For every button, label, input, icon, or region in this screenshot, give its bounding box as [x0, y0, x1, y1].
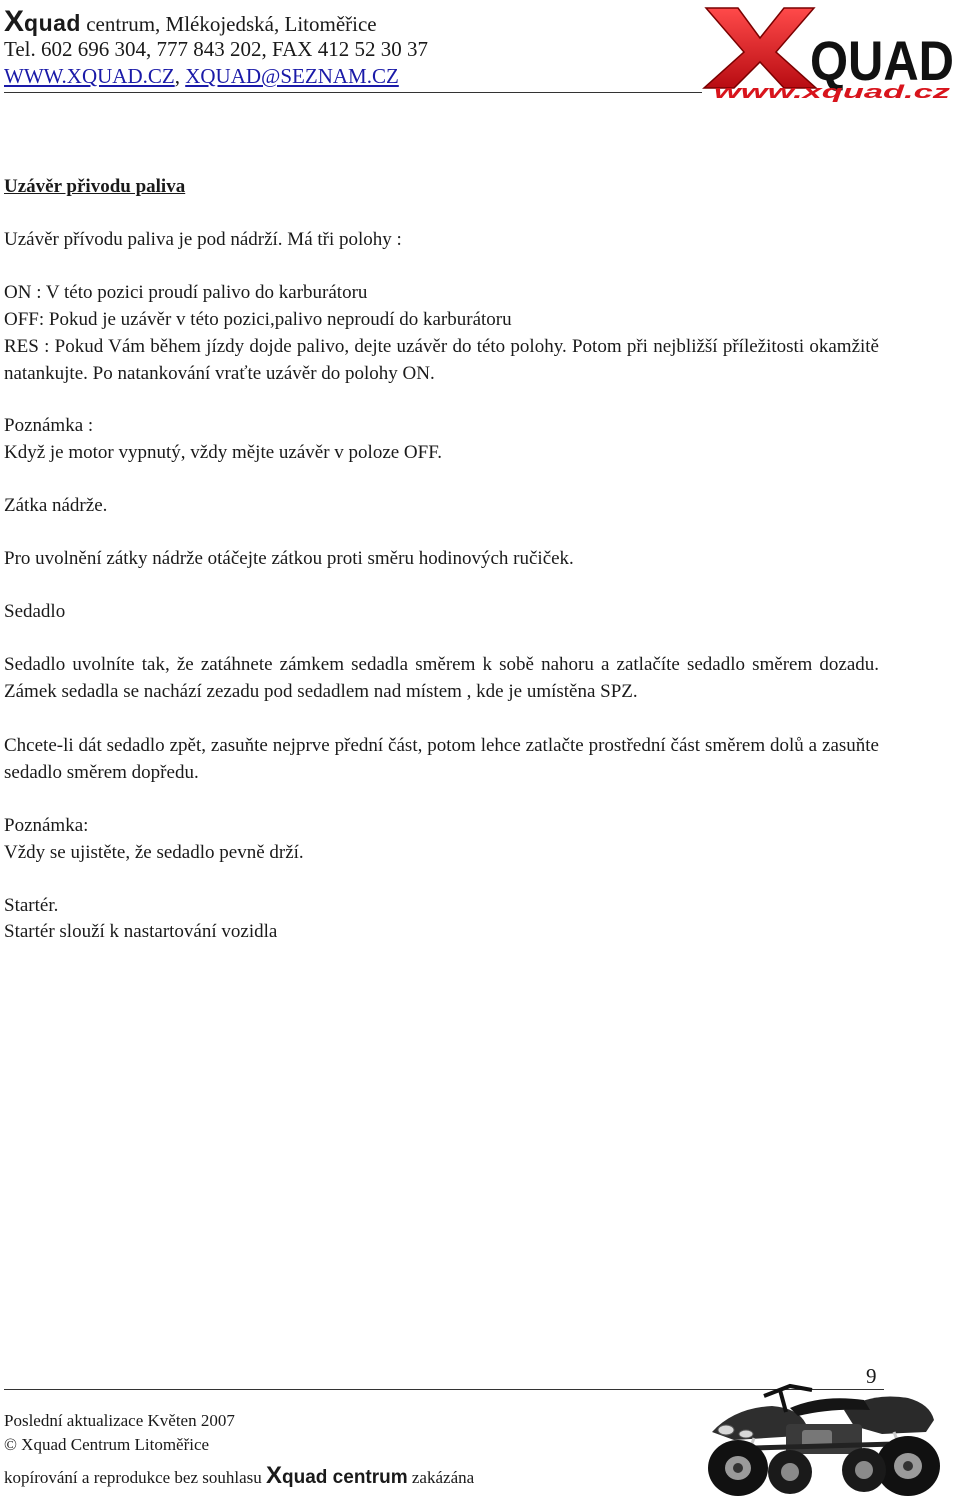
note-text: Když je motor vypnutý, vždy mějte uzávěr v poloze OFF.: [4, 442, 443, 463]
header-brand-x: X: [4, 5, 25, 38]
header-links-line: [4, 63, 399, 90]
starter-title: Startér.: [4, 895, 59, 916]
header-phones: Tel. 602 696 304, 777 843 202, FAX 412 52 30 37: [4, 37, 428, 61]
copyright-icon: ©: [4, 1435, 17, 1454]
copy-suffix: zakázána: [411, 1468, 475, 1487]
note-label: Poznámka :: [4, 415, 94, 436]
position-off: OFF: Pokud je uzávěr v této pozici,palivo neproudí do karburátoru: [4, 309, 512, 330]
footer-copyright-line: [4, 1434, 209, 1456]
link-separator: ,: [174, 64, 180, 88]
seat-note-text: Vždy se ujistěte, že sedadlo pevně drží.: [4, 842, 304, 863]
email-link[interactable]: XQUAD@SEZNAM.CZ: [185, 64, 399, 88]
copy-prefix: kopírování a reprodukce bez souhlasu: [4, 1468, 262, 1487]
header-brand-name: quad: [24, 10, 81, 36]
position-res: RES : Pokud Vám během jízdy dojde palivo, dejte uzávěr do této polohy. Potom při nejbližší příležitosti okamžitě natankujte. Po natankování vraťte uzávěr do polohy ON.: [4, 336, 879, 384]
footer-updated: Poslední aktualizace Květen 2007: [4, 1411, 235, 1430]
seat-paragraph-2: Chcete-li dát sedadlo zpět, zasuňte nejprve přední část, potom lehce zatlačte prostřední část směrem dolů a zasuňte sedadlo směrem dopředu.: [4, 735, 879, 783]
position-on: ON : V této pozici proudí palivo do karburátoru: [4, 282, 368, 303]
section-heading: Uzávěr přivodu paliva: [4, 176, 186, 197]
website-link[interactable]: WWW.XQUAD.CZ: [4, 64, 175, 88]
page-number: 9: [866, 1364, 877, 1388]
footer-copyright: Xquad Centrum Litoměřice: [21, 1435, 210, 1454]
logo-url-text: www.xquad.cz: [714, 82, 950, 102]
header-divider: [4, 92, 702, 93]
header-address: centrum, Mlékojedská, Litoměřice: [86, 12, 377, 36]
intro-paragraph: Uzávěr přívodu paliva je pod nádrží. Má tři polohy :: [4, 229, 402, 250]
header-address-line: [4, 5, 377, 38]
seat-paragraph-1: Sedadlo uvolníte tak, že zatáhnete zámkem sedadla směrem k sobě nahoru a zatlačíte sedadlo směrem dozadu. Zámek sedadla se nachází zezadu pod sedadlem nad místem , kde je umístěna SPZ.: [4, 654, 879, 702]
seat-title: Sedadlo: [4, 601, 66, 622]
atv-image: [694, 1374, 948, 1498]
xquad-logo: [702, 4, 956, 100]
starter-text: Startér slouží k nastartování vozidla: [4, 921, 278, 942]
logo-x-mark: [704, 8, 816, 88]
logo-quad-text: QUAD: [810, 29, 954, 92]
fuel-cap-title: Zátka nádrže.: [4, 495, 108, 516]
footer-brand-name: quad centrum: [282, 1467, 408, 1488]
footer-brand-x: X: [266, 1462, 283, 1489]
footer-copy-notice: [4, 1462, 475, 1489]
seat-note-label: Poznámka:: [4, 815, 89, 836]
fuel-cap-text: Pro uvolnění zátky nádrže otáčejte zátkou proti směru hodinových ručiček.: [4, 548, 574, 569]
